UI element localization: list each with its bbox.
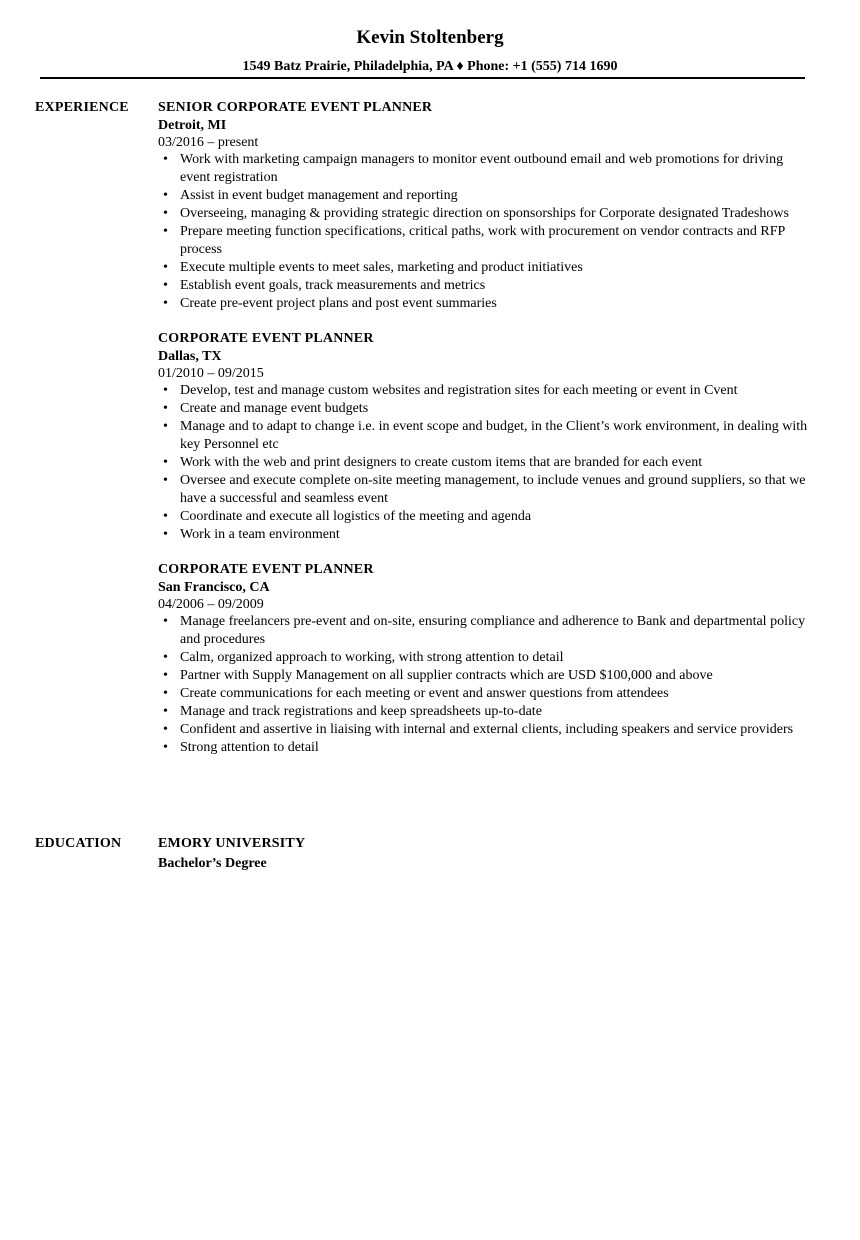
job-bullets <box>158 613 808 757</box>
bullet-icon: • <box>163 704 168 719</box>
candidate-name: Kevin Stoltenberg <box>356 27 504 48</box>
education-school: EMORY UNIVERSITY <box>158 836 306 851</box>
bullet-item <box>158 667 808 685</box>
job-title: CORPORATE EVENT PLANNER <box>158 331 374 346</box>
bullet-item <box>158 526 808 544</box>
bullet-text: Manage and to adapt to change i.e. in event scope and budget, in the Client’s work environment, in dealing with key Personnel etc <box>180 419 808 452</box>
bullet-icon: • <box>163 278 168 293</box>
bullet-item <box>158 418 808 454</box>
bullet-icon: • <box>163 206 168 221</box>
bullet-text: Calm, organized approach to working, with strong attention to detail <box>180 650 564 665</box>
job-location: San Francisco, CA <box>158 580 270 595</box>
bullet-icon: • <box>163 224 168 239</box>
bullet-text: Work in a team environment <box>180 527 340 542</box>
bullet-item <box>158 721 808 739</box>
bullet-item <box>158 649 808 667</box>
bullet-icon: • <box>163 527 168 542</box>
bullet-item <box>158 703 808 721</box>
job-location: Detroit, MI <box>158 118 227 133</box>
bullet-item <box>158 187 808 205</box>
job-entry <box>158 330 808 544</box>
bullet-item <box>158 472 808 508</box>
job-title: SENIOR CORPORATE EVENT PLANNER <box>158 100 433 115</box>
bullet-item <box>158 205 808 223</box>
bullet-text: Coordinate and execute all logistics of the meeting and agenda <box>180 509 532 524</box>
contact-line: 1549 Batz Prairie, Philadelphia, PA ♦ Phone: +1 (555) 714 1690 <box>242 59 618 74</box>
bullet-text: Overseeing, managing & providing strategic direction on sponsorships for Corporate designated Tradeshows <box>180 206 789 221</box>
bullet-text: Manage freelancers pre-event and on-site, ensuring compliance and adherence to Bank and departmental policy and procedures <box>180 614 806 647</box>
job-entry <box>158 561 808 757</box>
bullet-text: Manage and track registrations and keep spreadsheets up-to-date <box>180 704 542 719</box>
bullet-icon: • <box>163 722 168 737</box>
bullet-text: Establish event goals, track measurements and metrics <box>180 278 486 293</box>
bullet-text: Work with marketing campaign managers to monitor event outbound email and web promotions for driving event registration <box>180 152 784 185</box>
bullet-icon: • <box>163 650 168 665</box>
bullet-icon: • <box>163 188 168 203</box>
education-body <box>158 835 808 873</box>
bullet-item <box>158 295 808 313</box>
bullet-item <box>158 223 808 259</box>
bullet-text: Create and manage event budgets <box>180 401 369 416</box>
bullet-icon: • <box>163 260 168 275</box>
job-entry <box>158 99 808 313</box>
bullet-item <box>158 151 808 187</box>
bullet-item <box>158 259 808 277</box>
resume-header <box>0 0 860 76</box>
job-location: Dallas, TX <box>158 349 222 364</box>
bullet-icon: • <box>163 686 168 701</box>
bullet-icon: • <box>163 383 168 398</box>
bullet-icon: • <box>163 509 168 524</box>
job-dates: 01/2010 – 09/2015 <box>158 366 264 381</box>
bullet-item <box>158 454 808 472</box>
bullet-text: Strong attention to detail <box>180 740 319 755</box>
bullet-text: Create communications for each meeting or event and answer questions from attendees <box>180 686 669 701</box>
bullet-icon: • <box>163 614 168 629</box>
experience-body <box>158 99 808 774</box>
bullet-icon: • <box>163 668 168 683</box>
bullet-item <box>158 277 808 295</box>
bullet-text: Execute multiple events to meet sales, marketing and product initiatives <box>180 260 583 275</box>
job-dates: 03/2016 – present <box>158 135 259 150</box>
bullet-icon: • <box>163 401 168 416</box>
bullet-item <box>158 382 808 400</box>
bullet-text: Assist in event budget management and reporting <box>180 188 458 203</box>
bullet-icon: • <box>163 296 168 311</box>
bullet-text: Partner with Supply Management on all supplier contracts which are USD $100,000 and above <box>180 668 713 683</box>
bullet-item <box>158 739 808 757</box>
bullet-text: Confident and assertive in liaising with internal and external clients, including speakers and service providers <box>180 722 794 737</box>
bullet-icon: • <box>163 740 168 755</box>
header-divider <box>40 77 805 79</box>
bullet-item <box>158 613 808 649</box>
bullet-item <box>158 685 808 703</box>
job-dates: 04/2006 – 09/2009 <box>158 597 264 612</box>
bullet-icon: • <box>163 152 168 167</box>
bullet-text: Oversee and execute complete on-site meeting management, to include venues and ground suppliers, so that we have a successful and seamless event <box>180 473 806 506</box>
bullet-text: Create pre-event project plans and post event summaries <box>180 296 497 311</box>
education-degree: Bachelor’s Degree <box>158 856 267 871</box>
bullet-item <box>158 400 808 418</box>
job-bullets <box>158 382 808 544</box>
bullet-icon: • <box>163 419 168 434</box>
bullet-text: Develop, test and manage custom websites and registration sites for each meeting or event in Cvent <box>180 383 738 398</box>
education-heading: EDUCATION <box>35 836 122 851</box>
bullet-icon: • <box>163 473 168 488</box>
experience-heading: EXPERIENCE <box>35 100 129 115</box>
bullet-icon: • <box>163 455 168 470</box>
bullet-item <box>158 508 808 526</box>
job-bullets <box>158 151 808 313</box>
bullet-text: Prepare meeting function specifications, critical paths, work with procurement on vendor contracts and RFP process <box>180 224 785 257</box>
bullet-text: Work with the web and print designers to create custom items that are branded for each event <box>180 455 703 470</box>
job-title: CORPORATE EVENT PLANNER <box>158 562 374 577</box>
